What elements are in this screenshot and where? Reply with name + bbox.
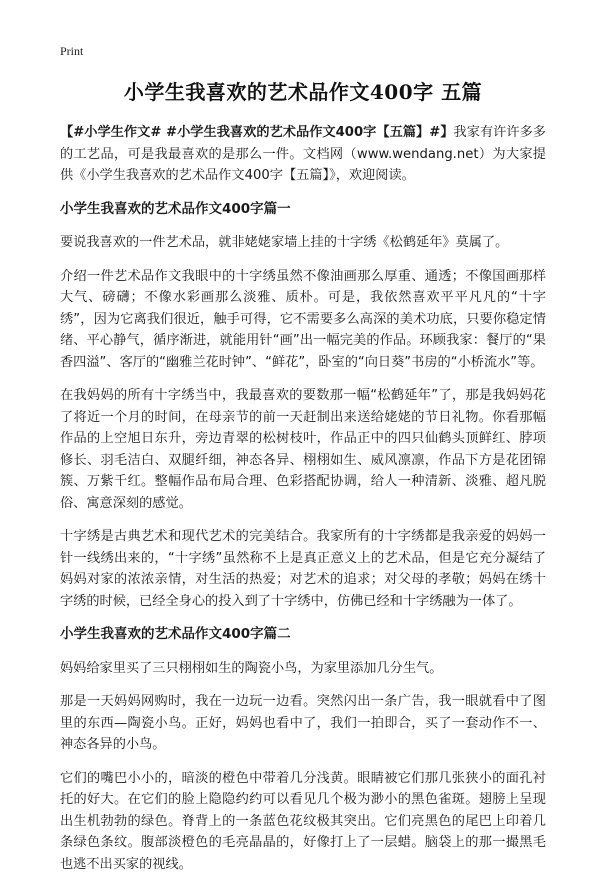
paragraph: 它们的嘴巴小小的，暗淡的橙色中带着几分浅黄。眼睛被它们那几张狭小的面孔衬托的好大。在它们的脸上隐隐约约可以看见几个极为渺小的黑色雀斑。翅膀上呈现出生机勃勃的绿色。脊背上的一条蓝色花纹极其突出。它们亮黑色的尾巴上印着几条绿色条纹。腹部淡橙色的毛亮晶晶的，好像打上了一层蜡。脑袋上的那一撮黑毛也逃不出买家的视线。: [60, 770, 546, 872]
paragraph: 十字绣是古典艺术和现代艺术的完美结合。我家所有的十字绣都是我亲爱的妈妈一针一线绣出来的，“十字绣”虽然称不上是真正意义上的艺术品，但是它充分凝结了妈妈对家的浓浓亲情，对生活的热爱；对艺术的追求；对父母的孝敬；妈妈在绣十字绣的时候，已经全身心的投入到了十字绣中，仿佛已经和十字绣融为一体了。: [60, 529, 546, 609]
article-body: [60, 122, 546, 887]
section-one: [60, 199, 546, 613]
section-heading: 小学生我喜欢的艺术品作文400字篇二: [60, 626, 291, 642]
paragraph: 妈妈给家里买了三只栩栩如生的陶瓷小鸟，为家里添加几分生气。: [60, 660, 443, 676]
intro-text: 我家有许许多多的工艺品，可是我最喜欢的是那么一件。文档网（www.wendang.net）为大家提供《小学生我喜欢的艺术品作文400字【五篇】》，欢迎阅读。: [60, 125, 546, 183]
intro-paragraph: [60, 122, 546, 187]
paragraph: 要说我喜欢的一件艺术品，就非姥姥家墙上挂的十字绣《松鹤延年》莫属了。: [60, 235, 509, 250]
paragraph: 那是一天妈妈网购时，我在一边玩一边看。突然闪出一条广告，我一眼就看中了图里的东西—陶瓷小鸟。正好，妈妈也看中了，我们一拍即合，买了一套动作不一、神态各异的小鸟。: [60, 694, 546, 752]
print-label[interactable]: Print: [60, 44, 84, 58]
section-heading: 小学生我喜欢的艺术品作文400字篇一: [60, 200, 291, 217]
intro-bold-prefix: 【#小学生作文# #小学生我喜欢的艺术品作文400字【五篇】#】: [60, 125, 454, 140]
paragraph: 在我妈妈的所有十字绣当中，我最喜欢的要数那一幅“松鹤延年”了，那是我妈妈花了将近一个月的时间，在母亲节的前一天赶制出来送给姥姥的节日礼物。你看那幅作品的上空旭日东升，旁边青翠的松树枝叶，作品正中的四只仙鹤头顶鲜红、脖项修长、羽毛洁白、双腿纤细，神态各异、栩栩如生、威风凛凛，作品下方是花团锦簇、万紫千红。整幅作品布局合理、色彩搭配协调，给人一种清新、淡雅、超凡脱俗、寓意深刻的感觉。: [60, 388, 546, 511]
page-title: 小学生我喜欢的艺术品作文400字 五篇: [123, 80, 483, 104]
paragraph: 介绍一件艺术品作文我眼中的十字绣虽然不像油画那么厚重、通透；不像国画那样大气、磅礴；不像水彩画那么淡雅、质朴。可是，我依然喜欢平平凡凡的“十字绣”，因为它离我们很近，触手可得，它不需要多么高深的美术功底，只要你稳定情绪、平心静气，循序渐进，就能用针“画”出一幅完美的作品。环顾我家：餐厅的“果香四溢”、客厅的“幽雅兰花时钟”、“鲜花”，卧室的“向日葵”书房的“小桥流水”等。: [60, 268, 546, 370]
section-two: [60, 624, 546, 875]
